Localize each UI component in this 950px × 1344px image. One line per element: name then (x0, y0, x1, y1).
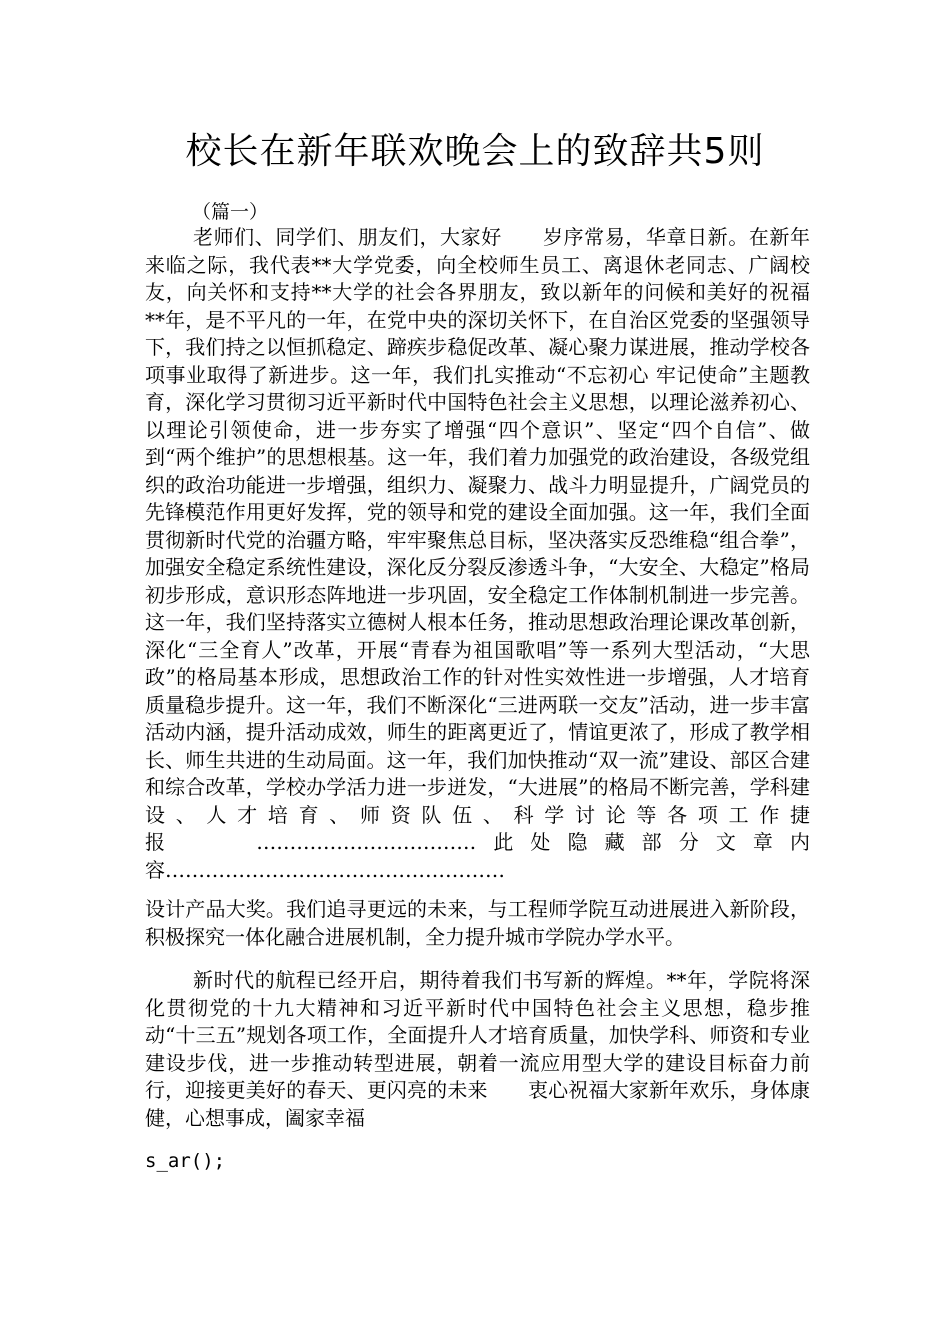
body-paragraph-2: 设计产品大奖。我们追寻更远的未来，与工程师学院互动进展进入新阶段，积极探究一体化融合进展机制，全力提升城市学院办学水平。 (145, 897, 810, 949)
code-line: s_ar(); (145, 1150, 226, 1172)
document-title: 校长在新年联欢晚会上的致辞共5则 (185, 131, 765, 172)
body-paragraph-1: 老师们、同学们、朋友们，大家好 岁序常易，华章日新。在新年来临之际，我代表**大学党委，向全校师生员工、离退休老同志、广阔校友，向关怀和支持**大学的社会各界朋友，致以新年的问候和美好的祝福 **年，是不平凡的一年，在党中央的深切关怀下，在自治区党委的坚强领导下，我们持之以恒抓稳定、蹄疾步稳促改革、凝心聚力谋进展，推动学校各项事业取得了新进步。这一年，我们扎实推动“不忘初心 牢记使命”主题教育，深化学习贯彻习近平新时代中国特色社会主义思想，以理论滋养初心、以理论引领使命，进一步夯实了增强“四个意识”、坚定“四个自信”、做到“两个维护”的思想根基。这一年，我们着力加强党的政治建设，各级党组织的政治功能进一步增强，组织力、凝聚力、战斗力明显提升，广阔党员的先锋模范作用更好发挥，党的领导和党的建设全面加强。这一年，我们全面贯彻新时代党的治疆方略，牢牢聚焦总目标，坚决落实反恐维稳“组合拳”，加强安全稳定系统性建设，深化反分裂反渗透斗争，“大安全、大稳定”格局初步形成，意识形态阵地进一步巩固，安全稳定工作体制机制进一步完善。这一年，我们坚持落实立德树人根本任务，推动思想政治理论课改革创新，深化“三全育人”改革，开展“青春为祖国歌唱”等一系列大型活动，“大思政”的格局基本形成，思想政治工作的针对性实效性进一步增强，人才培育质量稳步提升。这一年，我们不断深化“三进两联一交友”活动，进一步丰富活动内涵，提升活动成效，师生的距离更近了，情谊更浓了，形成了教学相长、师生共进的生动局面。这一年，我们加快推动“双一流”建设、部区合建和综合改革，学校办学活力进一步迸发，“大进展”的格局不断完善，学科建设、人才培育、师资队伍、科学讨论等各项工作捷报 ……………………………此处隐藏部分文章内容…………………………………………… (145, 225, 850, 882)
body-paragraph-3: 新时代的航程已经开启，期待着我们书写新的辉煌。**年，学院将深化贯彻党的十九大精神和习近平新时代中国特色社会主义思想，稳步推动“十三五”规划各项工作，全面提升人才培育质量，加快学科、师资和专业建设步伐，进一步推动转型进展，朝着一流应用型大学的建设目标奋力前行，迎接更美好的春天、更闪亮的未来 衷心祝福大家新年欢乐，身体康健，心想事成，阖家幸福 (145, 968, 810, 1130)
section-label: （篇一） (192, 201, 269, 223)
